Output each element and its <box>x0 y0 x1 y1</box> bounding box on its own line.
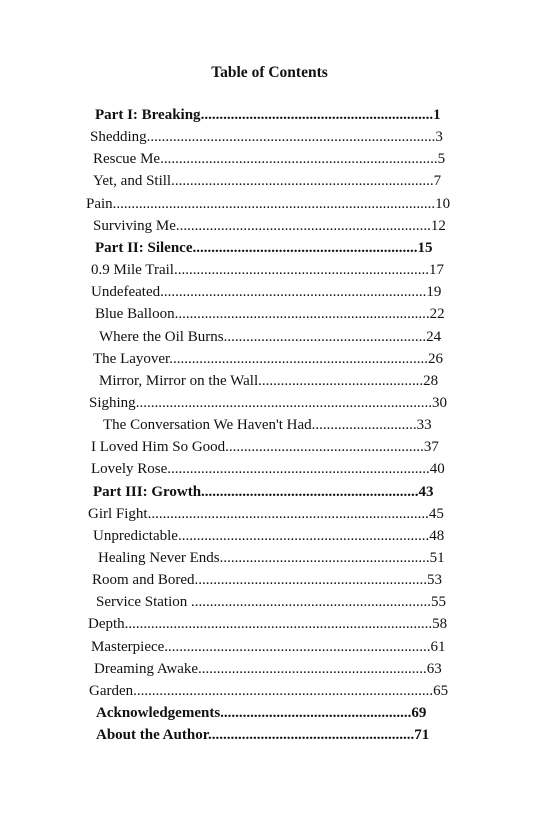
toc-entry <box>93 149 446 169</box>
toc-entry <box>95 238 441 258</box>
toc-leader-dots: ................................................................ <box>190 594 431 611</box>
toc-entry-title: Garden <box>89 682 134 699</box>
toc-entry <box>96 592 446 612</box>
toc-leader-dots: ............................................................ <box>192 239 418 256</box>
toc-leader-dots: ....................................................... <box>207 727 415 744</box>
toc-leader-dots: ..................................................................... <box>169 350 428 367</box>
toc-entry <box>89 681 449 701</box>
toc-page-number: 17 <box>428 262 444 279</box>
toc-leader-dots: ...................................................................... <box>167 461 430 478</box>
toc-page-number: 10 <box>435 195 451 212</box>
toc-leader-dots: ................................................... <box>220 705 412 722</box>
toc-entry-title: Part II: Silence <box>95 239 193 256</box>
toc-page-number: 28 <box>423 372 439 389</box>
toc-entry-title: Healing Never Ends <box>98 550 220 566</box>
toc-leader-dots: ............................................................. <box>198 660 427 677</box>
toc-leader-dots: ...................................................................................... <box>112 195 436 212</box>
toc-entry-title: Service Station <box>96 594 191 611</box>
toc-leader-dots: ............................................................................... <box>135 394 432 411</box>
toc-leader-dots: .............................................................. <box>200 107 434 123</box>
toc-page-number: 71 <box>414 727 430 744</box>
toc-page-number: 26 <box>427 350 443 367</box>
toc-page-number: 12 <box>430 217 446 234</box>
toc-entry <box>93 216 447 236</box>
toc-entry <box>93 171 446 191</box>
toc-entry-title: 0.9 Mile Trail <box>91 262 174 279</box>
toc-entry-title: Where the Oil Burns <box>99 328 224 345</box>
toc-entry-title: The Layover <box>93 350 170 367</box>
toc-page-number: 63 <box>426 660 442 677</box>
toc-entry <box>93 349 446 369</box>
toc-entry-title: Girl Fight <box>88 505 148 522</box>
toc-page-number: 24 <box>426 328 441 345</box>
toc-page-number: 30 <box>431 394 447 411</box>
toc-entry-title: I Loved Him So Good <box>91 439 226 456</box>
toc-entry-title: Part III: Growth <box>93 483 202 500</box>
toc-leader-dots: ............................ <box>311 417 417 434</box>
toc-leader-dots: ................................................................................ <box>133 682 434 699</box>
toc-leader-dots: ....................................................................... <box>164 638 431 655</box>
toc-entry <box>95 105 444 125</box>
toc-leader-dots: ........................................................ <box>219 550 430 566</box>
toc-entry <box>94 659 446 679</box>
toc-entry <box>99 327 441 347</box>
toc-page-number: 43 <box>418 483 434 500</box>
toc-page-number: 7 <box>433 173 442 190</box>
toc-entry <box>86 194 451 214</box>
toc-leader-dots: ............................................................................. <box>146 129 436 146</box>
toc-entry <box>88 504 446 524</box>
toc-leader-dots: .................................................................... <box>175 217 431 234</box>
toc-entry <box>93 482 443 502</box>
toc-page-number: 19 <box>426 284 442 301</box>
toc-entry <box>91 459 446 479</box>
toc-leader-dots: .................................................................... <box>174 306 430 323</box>
toc-entry-title: Yet, and Still <box>93 173 172 190</box>
toc-page-number: 69 <box>411 705 427 722</box>
toc-leader-dots: ...................................................... <box>223 328 427 345</box>
toc-leader-dots: .......................................................... <box>201 483 419 500</box>
toc-entry-title: Depth <box>88 616 125 633</box>
toc-leader-dots: ..................................................... <box>225 439 424 456</box>
toc-entry <box>98 548 446 568</box>
toc-entry-title: Rescue Me <box>93 151 161 168</box>
toc-page-number: 37 <box>423 439 439 456</box>
toc-entry <box>93 526 446 546</box>
toc-entry-title: Lovely Rose <box>91 461 168 478</box>
toc-entry <box>96 703 443 723</box>
toc-page-number: 58 <box>432 616 448 633</box>
toc-entry <box>103 415 442 435</box>
toc-leader-dots: ...................................................................... <box>171 173 434 190</box>
toc-entry-title: Mirror, Mirror on the Wall <box>99 372 259 389</box>
toc-entry-title: Blue Balloon <box>95 306 175 323</box>
toc-title: Table of Contents <box>211 64 328 81</box>
toc-entry-title: Sighing <box>89 394 136 411</box>
toc-entry <box>96 725 443 745</box>
toc-leader-dots: .............................................................. <box>194 572 427 589</box>
toc-entry-title: Masterpiece <box>91 638 165 655</box>
toc-page-number: 15 <box>417 239 433 256</box>
toc-entry-title: Part I: Breaking <box>95 107 201 123</box>
toc-entry <box>91 637 446 657</box>
toc-leader-dots: ............................................ <box>258 372 424 389</box>
toc-page-number: 33 <box>416 417 432 434</box>
toc-entry <box>99 371 445 391</box>
toc-page-number: 3 <box>435 129 443 146</box>
toc-entry-title: Surviving Me <box>93 217 176 234</box>
toc-entry-title: Unpredictable <box>93 527 178 544</box>
toc-page-number: 45 <box>428 505 444 522</box>
toc-page-number: 40 <box>429 461 445 478</box>
toc-entry <box>95 304 446 324</box>
toc-entry <box>89 393 447 413</box>
toc-entry-title: About the Author <box>96 727 208 744</box>
toc-entry-title: Room and Bored <box>92 572 195 589</box>
toc-entry-title: Pain <box>86 195 113 212</box>
toc-entry <box>90 127 446 147</box>
toc-leader-dots: .......................................................................... <box>160 151 438 168</box>
toc-entry <box>91 260 446 280</box>
toc-leader-dots: .................................................................................. <box>124 616 433 633</box>
toc-entry <box>88 614 450 634</box>
toc-entry-title: Dreaming Awake <box>94 660 199 677</box>
toc-entry-title: Undefeated <box>91 284 161 301</box>
toc-page-number: 5 <box>437 151 446 168</box>
toc-leader-dots: .................................................................... <box>173 262 429 279</box>
toc-page-number: 65 <box>433 682 449 699</box>
toc-entry <box>91 282 446 302</box>
toc-page-number: 1 <box>433 107 441 123</box>
toc-entry-title: Acknowledgements <box>96 705 221 722</box>
toc-leader-dots: ....................................................................... <box>160 284 427 301</box>
toc-leader-dots: ................................................................... <box>177 527 430 544</box>
toc-entry <box>91 437 446 457</box>
toc-page-number: 55 <box>430 594 446 611</box>
toc-page-number: 61 <box>430 638 446 655</box>
toc-page-number: 53 <box>427 572 442 589</box>
toc-entry-title: Shedding <box>90 129 147 146</box>
toc-entry <box>92 570 446 590</box>
toc-entry-title: The Conversation We Haven't Had <box>103 417 312 434</box>
toc-leader-dots: ........................................................................... <box>147 505 429 522</box>
toc-page-number: 48 <box>429 527 445 544</box>
toc-page-number: 51 <box>429 550 445 566</box>
toc-page-number: 22 <box>429 306 445 323</box>
